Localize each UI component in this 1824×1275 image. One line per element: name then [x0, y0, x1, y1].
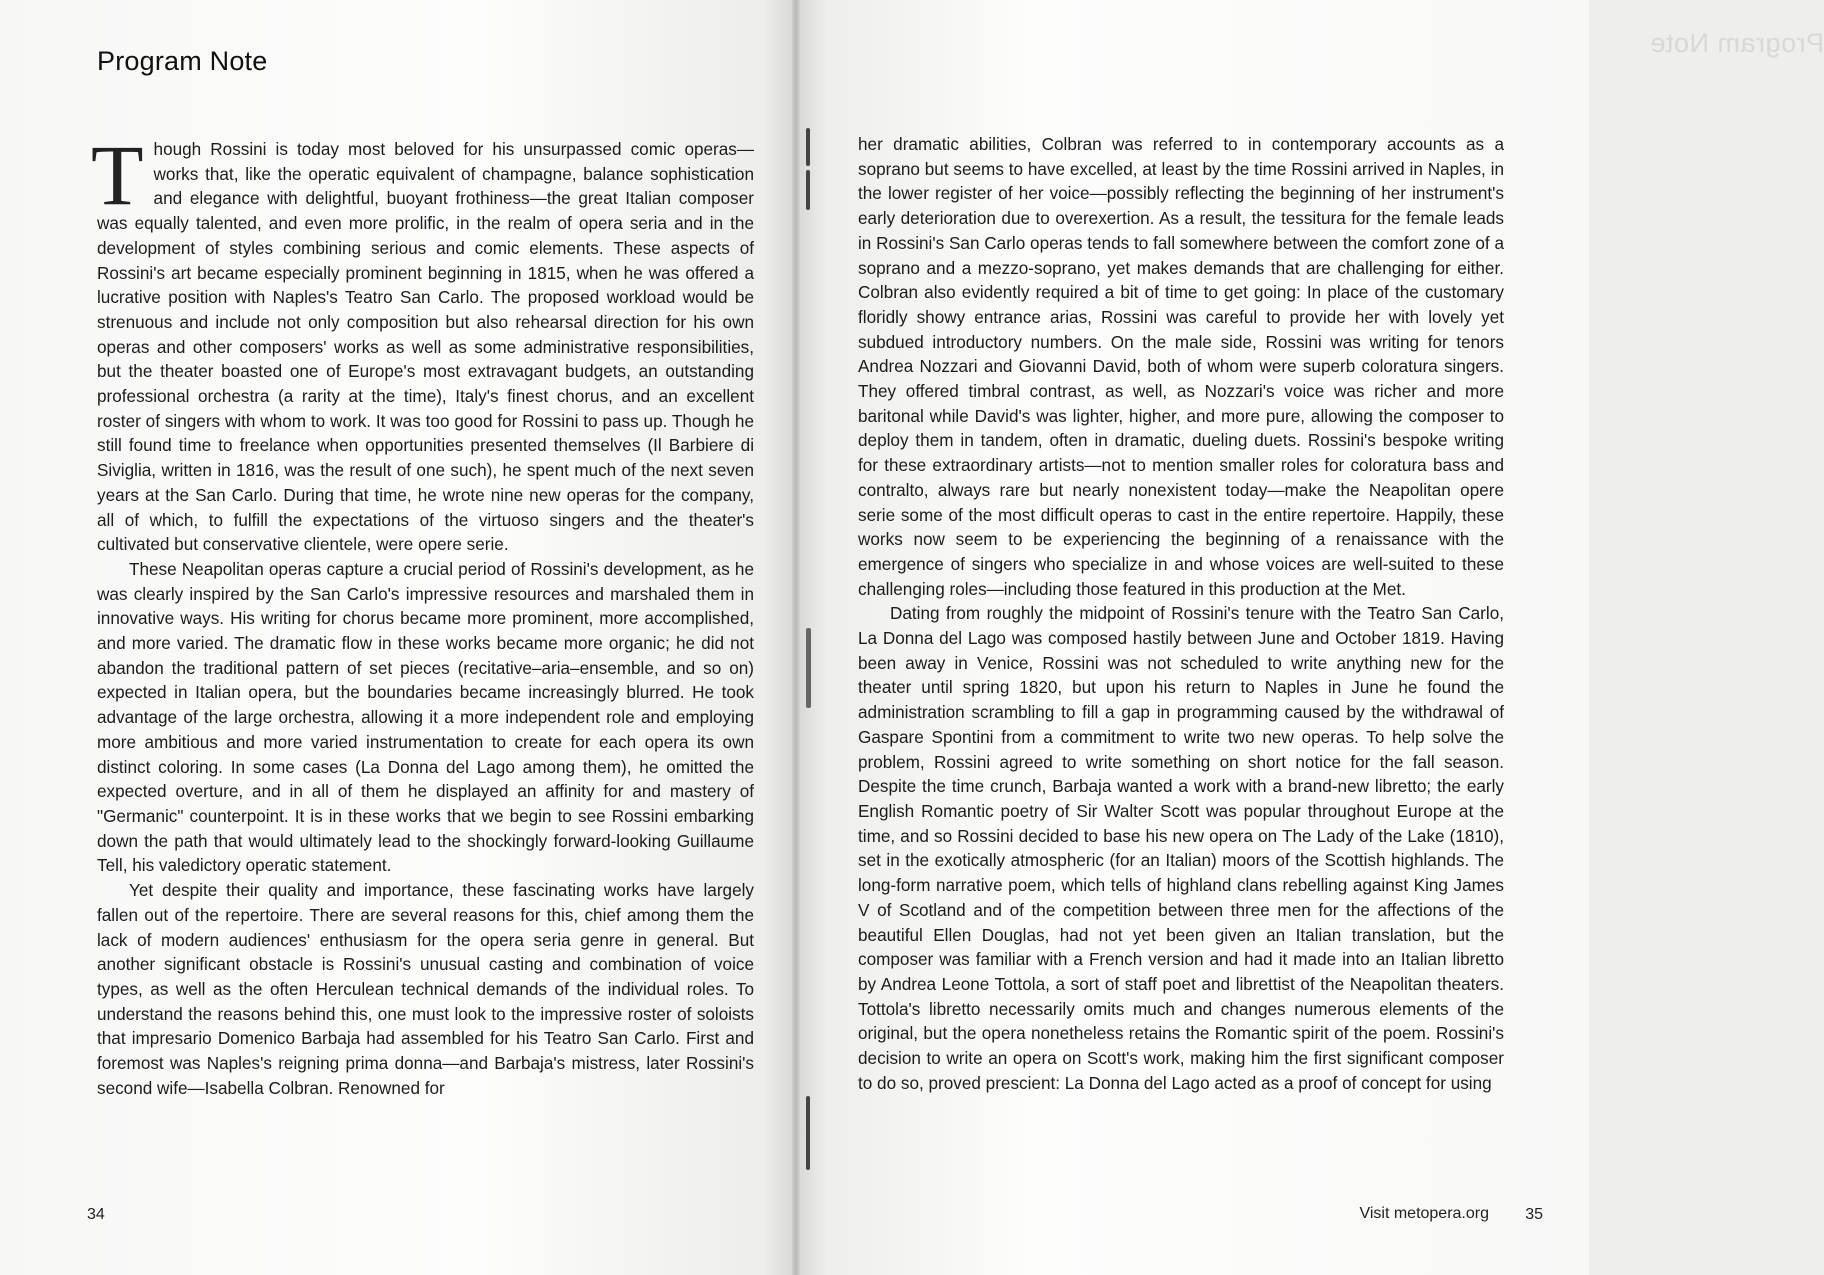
paragraph-3: Yet despite their quality and importance, these fascinating works have largely fallen out of the repertoire. There are several reasons for this, chief among them the lack of modern audiences' enthusiasm for the opera seria genre in general. But another significant obstacle is Rossini's unusual casting and combination of voice types, as well as the often Herculean technical demands of the individual roles. To understand the reasons behind this, one must look to the impressive roster of soloists that impresario Domenico Barbaja had assembled for his Teatro San Carlo. First and foremost was Naples's reigning prima donna—and Barbaja's mistress, later Rossini's second wife—Isabella Colbran. Renowned for [97, 880, 754, 1098]
staple-bottom-1 [806, 1096, 810, 1132]
staple-top-2 [806, 170, 810, 210]
staple-middle [806, 628, 811, 708]
staple-bottom-2 [806, 1130, 810, 1170]
drop-cap: T [91, 127, 144, 223]
left-body [91, 127, 754, 1100]
page-number-left: 34 [87, 1206, 105, 1223]
book-spine [792, 0, 800, 1275]
page-title: Program Note [97, 46, 268, 76]
website-footer: Visit metopera.org [1359, 1205, 1489, 1222]
right-body [858, 132, 1504, 1095]
paragraph-1 [91, 127, 754, 557]
left-page [0, 0, 795, 1275]
right-page [795, 0, 1824, 1275]
paragraph-2: These Neapolitan operas capture a crucial period of Rossini's development, as he was clearly inspired by the San Carlo's impressive resources and marshaled them in innovative ways. His writing for chorus became more prominent, more accomplished, and more varied. The dramatic flow in these works became more organic; he did not abandon the traditional pattern of set pieces (recitative–aria–ensemble, and so on) expected in Italian opera, but the boundaries became increasingly blurred. He took advantage of the large orchestra, allowing it a more independent role and employing more ambitious and more varied instrumentation to create for each opera its own distinct coloring. In some cases (La Donna del Lago among them), he omitted the expected overture, and in all of them he displayed an affinity for and mastery of "Germanic" counterpoint. It is in these works that we begin to see Rossini embarking down the path that would ultimately lead to the shockingly forward-looking Guillaume Tell, his valedictory operatic statement. [97, 558, 754, 876]
bleed-through-text: Program Note [1650, 28, 1824, 58]
staple-top-1 [806, 128, 810, 166]
paragraph-5: Dating from roughly the midpoint of Rossini's tenure with the Teatro San Carlo, La Donna del Lago was composed hastily between June and October 1819. Having been away in Venice, Rossini was not scheduled to write anything new for the theater until spring 1820, but upon his return to Naples in June he found the administration scrambling to fill a gap in programming caused by the withdrawal of Gaspare Spontini from a commitment to write two new operas. To help solve the problem, Rossini agreed to write something on short notice for the fall season. Despite the time crunch, Barbaja wanted a work with a brand-new libretto; the early English Romantic poetry of Sir Walter Scott was popular throughout Europe at the time, and so Rossini decided to base his new opera on The Lady of the Lake (1810), set in the exotically atmospheric (for an Italian) moors of the Scottish highlands. The long-form narrative poem, which tells of highland clans rebelling against King James V of Scotland and of the competition between three men for the affections of the beautiful Ellen Douglas, had not yet been given an Italian translation, but the composer was familiar with a French version and had it made into an Italian libretto by Andrea Leone Tottola, a sort of staff poet and librettist of the Neapolitan theaters. Tottola's libretto necessarily omits much and changes numerous elements of the original, but the opera nonetheless retains the Romantic spirit of the poem. Rossini's decision to write an opera on Scott's work, making him the first significant composer to do so, proved prescient: La Donna del Lago acted as a proof of concept for using [858, 603, 1504, 1093]
paragraph-4: her dramatic abilities, Colbran was referred to in contemporary accounts as a soprano but seems to have excelled, at least by the time Rossini arrived in Naples, in the lower register of her voice—possibly reflecting the beginning of her instrument's early deterioration due to overexertion. As a result, the tessitura for the female leads in Rossini's San Carlo operas tends to fall somewhere between the comfort zone of a soprano and a mezzo-soprano, yet makes demands that are challenging for either. Colbran also evidently required a bit of time to get going: In place of the customary floridly showy entrance arias, Rossini was careful to provide her with lovely yet subdued introductory numbers. On the male side, Rossini was writing for tenors Andrea Nozzari and Giovanni David, both of whom were superb coloratura singers. They offered timbral contrast, as well, as Nozzari's voice was richer and more baritonal while David's was lighter, higher, and more pure, allowing the composer to deploy them in tandem, often in dramatic, dueling duets. Rossini's bespoke writing for these extraordinary artists—not to mention smaller roles for coloratura bass and contralto, always rare but nearly nonexistent today—make the Neapolitan opere serie some of the most difficult operas to cast in the entire repertoire. Happily, these works now seem to be experiencing the beginning of a renaissance with the emergence of singers who specialize in and whose voices are well-suited to these challenging roles—including those featured in this production at the Met. [858, 134, 1504, 599]
paragraph-1-text: hough Rossini is today most beloved for his unsurpassed comic operas—works that, like the operatic equivalent of champagne, balance sophistication and elegance with delightful, buoyant frothiness—the great Italian composer was equally talented, and even more prolific, in the realm of opera seria and in the development of styles combining serious and comic elements. These aspects of Rossini's art became especially prominent beginning in 1815, when he was offered a lucrative position with Naples's Teatro San Carlo. The proposed workload would be strenuous and include not only composition but also rehearsal direction for his own operas and other composers' works as well as some administrative responsibilities, but the theater boasted one of Europe's most extravagant budgets, an outstanding professional orchestra (a rarity at the time), Italy's finest chorus, and an excellent roster of singers with whom to work. It was too good for Rossini to pass up. Though he still found time to freelance when opportunities presented themselves (Il Barbiere di Siviglia, written in 1816, was the result of one such), he spent much of the next seven years at the San Carlo. During that time, he wrote nine new operas for the company, all of which, to fulfill the expectations of the virtuoso singers and the theater's cultivated but conservative clientele, were opere serie. [97, 139, 754, 555]
page-number-right: 35 [1525, 1206, 1543, 1223]
